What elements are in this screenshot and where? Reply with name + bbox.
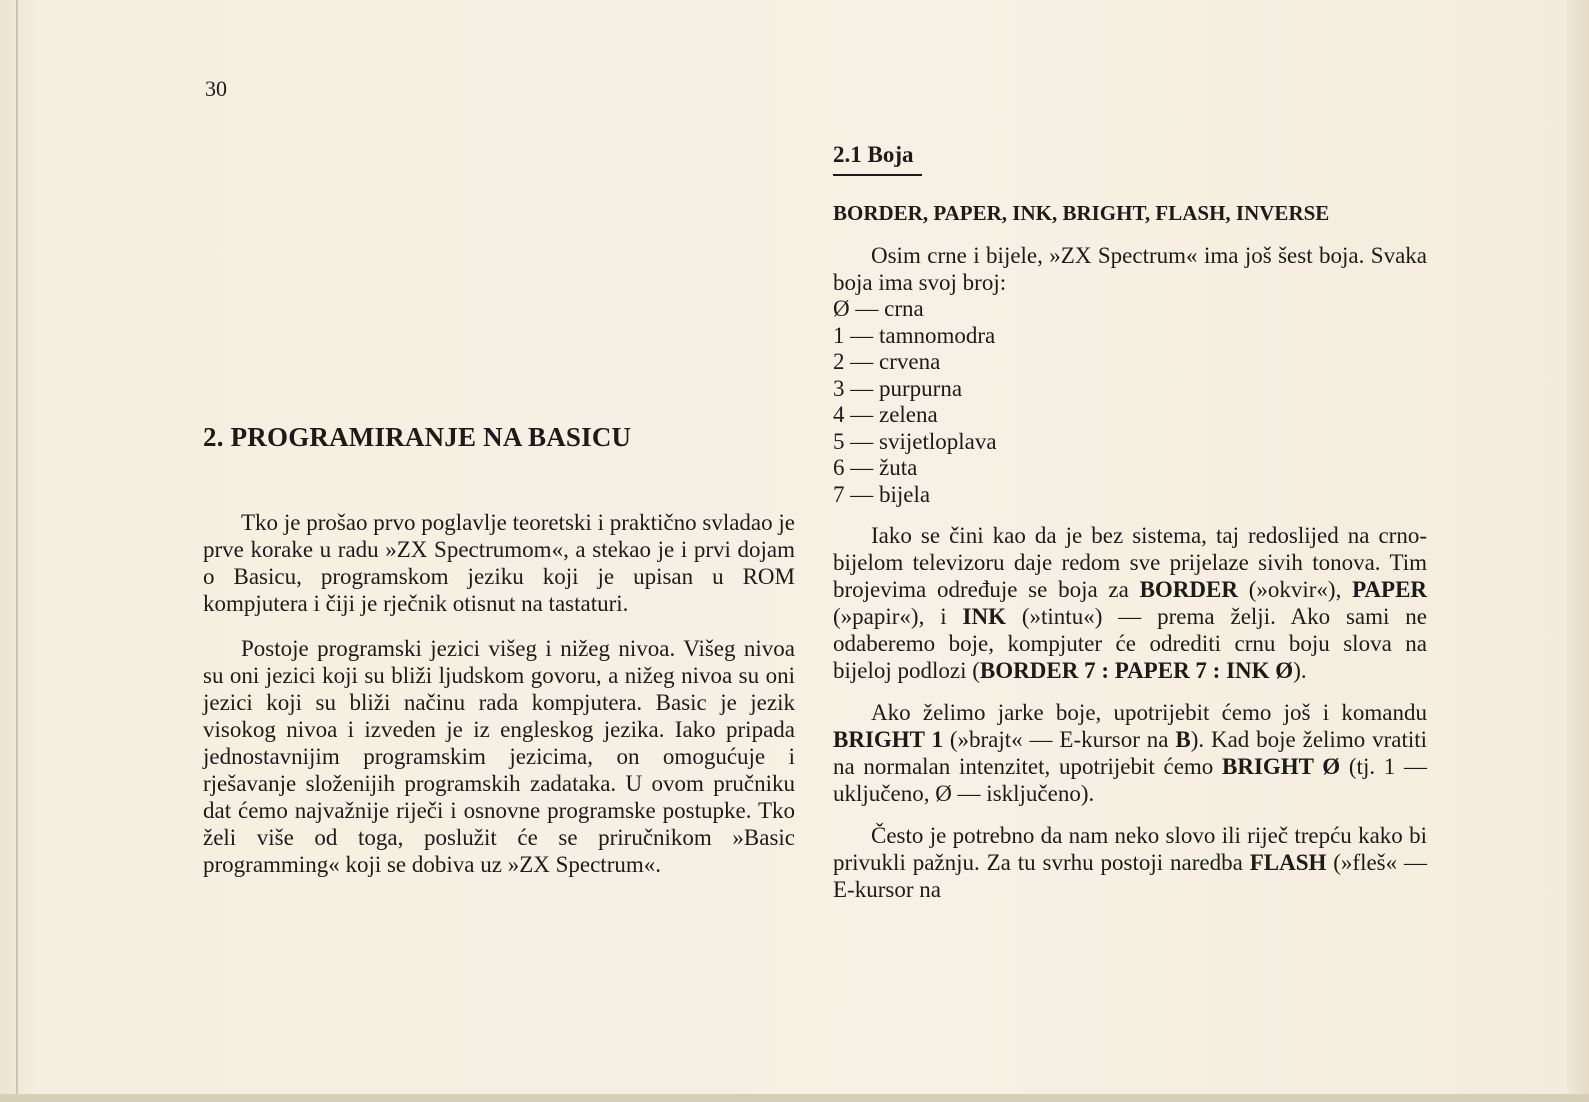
section-title: 2.1 Boja (833, 142, 922, 176)
color-item: 4 — zelena (833, 402, 938, 427)
color-list (833, 296, 1427, 508)
keyword: B (1175, 727, 1191, 752)
color-item: 1 — tamnomodra (833, 322, 996, 348)
color-item: 6 — žuta (833, 455, 918, 480)
page-spine (16, 0, 18, 1102)
keyword: BRIGHT Ø (1222, 754, 1341, 779)
keyword: BORDER (1139, 577, 1238, 602)
paragraph: Osim crne i bijele, »ZX Spectrum« ima još šest boja. Svaka boja ima svoj broj: (833, 243, 1427, 295)
keywords-heading: BORDER, PAPER, INK, BRIGHT, FLASH, INVERSE (833, 201, 1330, 225)
paragraph: Ako želimo jarke boje, upotrijebit ćemo još i komandu BRIGHT 1 (»brajt« — E-kursor na B). Kad boje želimo vratiti na normalan intenzitet, upotrijebit ćemo BRIGHT Ø (tj. 1 — uključeno, Ø — isključeno). (833, 700, 1428, 806)
paragraph: Tko je prošao prvo poglavlje teoretski i praktično svladao je prve korake u radu »ZX Spectrumom«, a stekao je i prvi dojam o Basicu, programskom jeziku koji je upisan u ROM kompjutera i čiji je rječnik otisnut na tastaturi. (203, 510, 795, 617)
page-number: 30 (205, 76, 227, 101)
color-item: 7 — bijela (833, 481, 931, 507)
keyword: INK (962, 604, 1006, 629)
paragraph: Često je potrebno da nam neko slovo ili riječ trepću kako bi privukli pažnju. Za tu svrhu postoji naredba FLASH (»fleš« — E-kursor na (833, 823, 1427, 902)
paragraph: Postoje programski jezici višeg i nižeg nivoa. Višeg nivoa su oni jezici koji su bliži ljudskom govoru, a nižeg nivoa su oni jezici koji su bliži načinu rada kompjutera. Basic je jezik visokog nivoa i izveden je iz engleskog jezika. Iako pripada jednostavnijim programskim jezicima, on omogućuje i rješavanje složenijih programskih zadataka. U ovom pručniku dat ćemo najvažnije riječi i osnovne programske postupke. Tko želi više od toga, poslužit će se priručnikom »Basic programming« koji se dobiva uz »ZX Spectrum«. (203, 636, 795, 878)
keyword: BRIGHT 1 (833, 727, 943, 752)
color-item: Ø — crna (833, 296, 924, 321)
left-column (203, 420, 795, 878)
page-bottom-edge (0, 1094, 1589, 1102)
keyword: FLASH (1249, 850, 1327, 875)
paragraph: Iako se čini kao da je bez sistema, taj redoslijed na crno-bijelom televizoru daje redom sve prijelaze sivih tonova. Tim brojevima određuje se boja za BORDER (»okvir«), PAPER (»papir«), i INK (»tintu«) — prema želji. Ako sami ne odaberemo boje, kompjuter će odrediti crnu boju slova na bijeloj podlozi (BORDER 7 : PAPER 7 : INK Ø). (833, 523, 1428, 683)
chapter-title: 2. PROGRAMIRANJE NA BASICU (203, 422, 632, 452)
color-item: 5 — svijetloplava (833, 428, 997, 454)
right-column (833, 142, 1427, 903)
page-edge (1567, 0, 1589, 1102)
keyword: BORDER 7 : PAPER 7 : INK Ø (979, 658, 1294, 683)
color-item: 2 — crvena (833, 349, 941, 374)
color-item: 3 — purpurna (833, 375, 963, 401)
keyword: PAPER (1352, 577, 1428, 602)
